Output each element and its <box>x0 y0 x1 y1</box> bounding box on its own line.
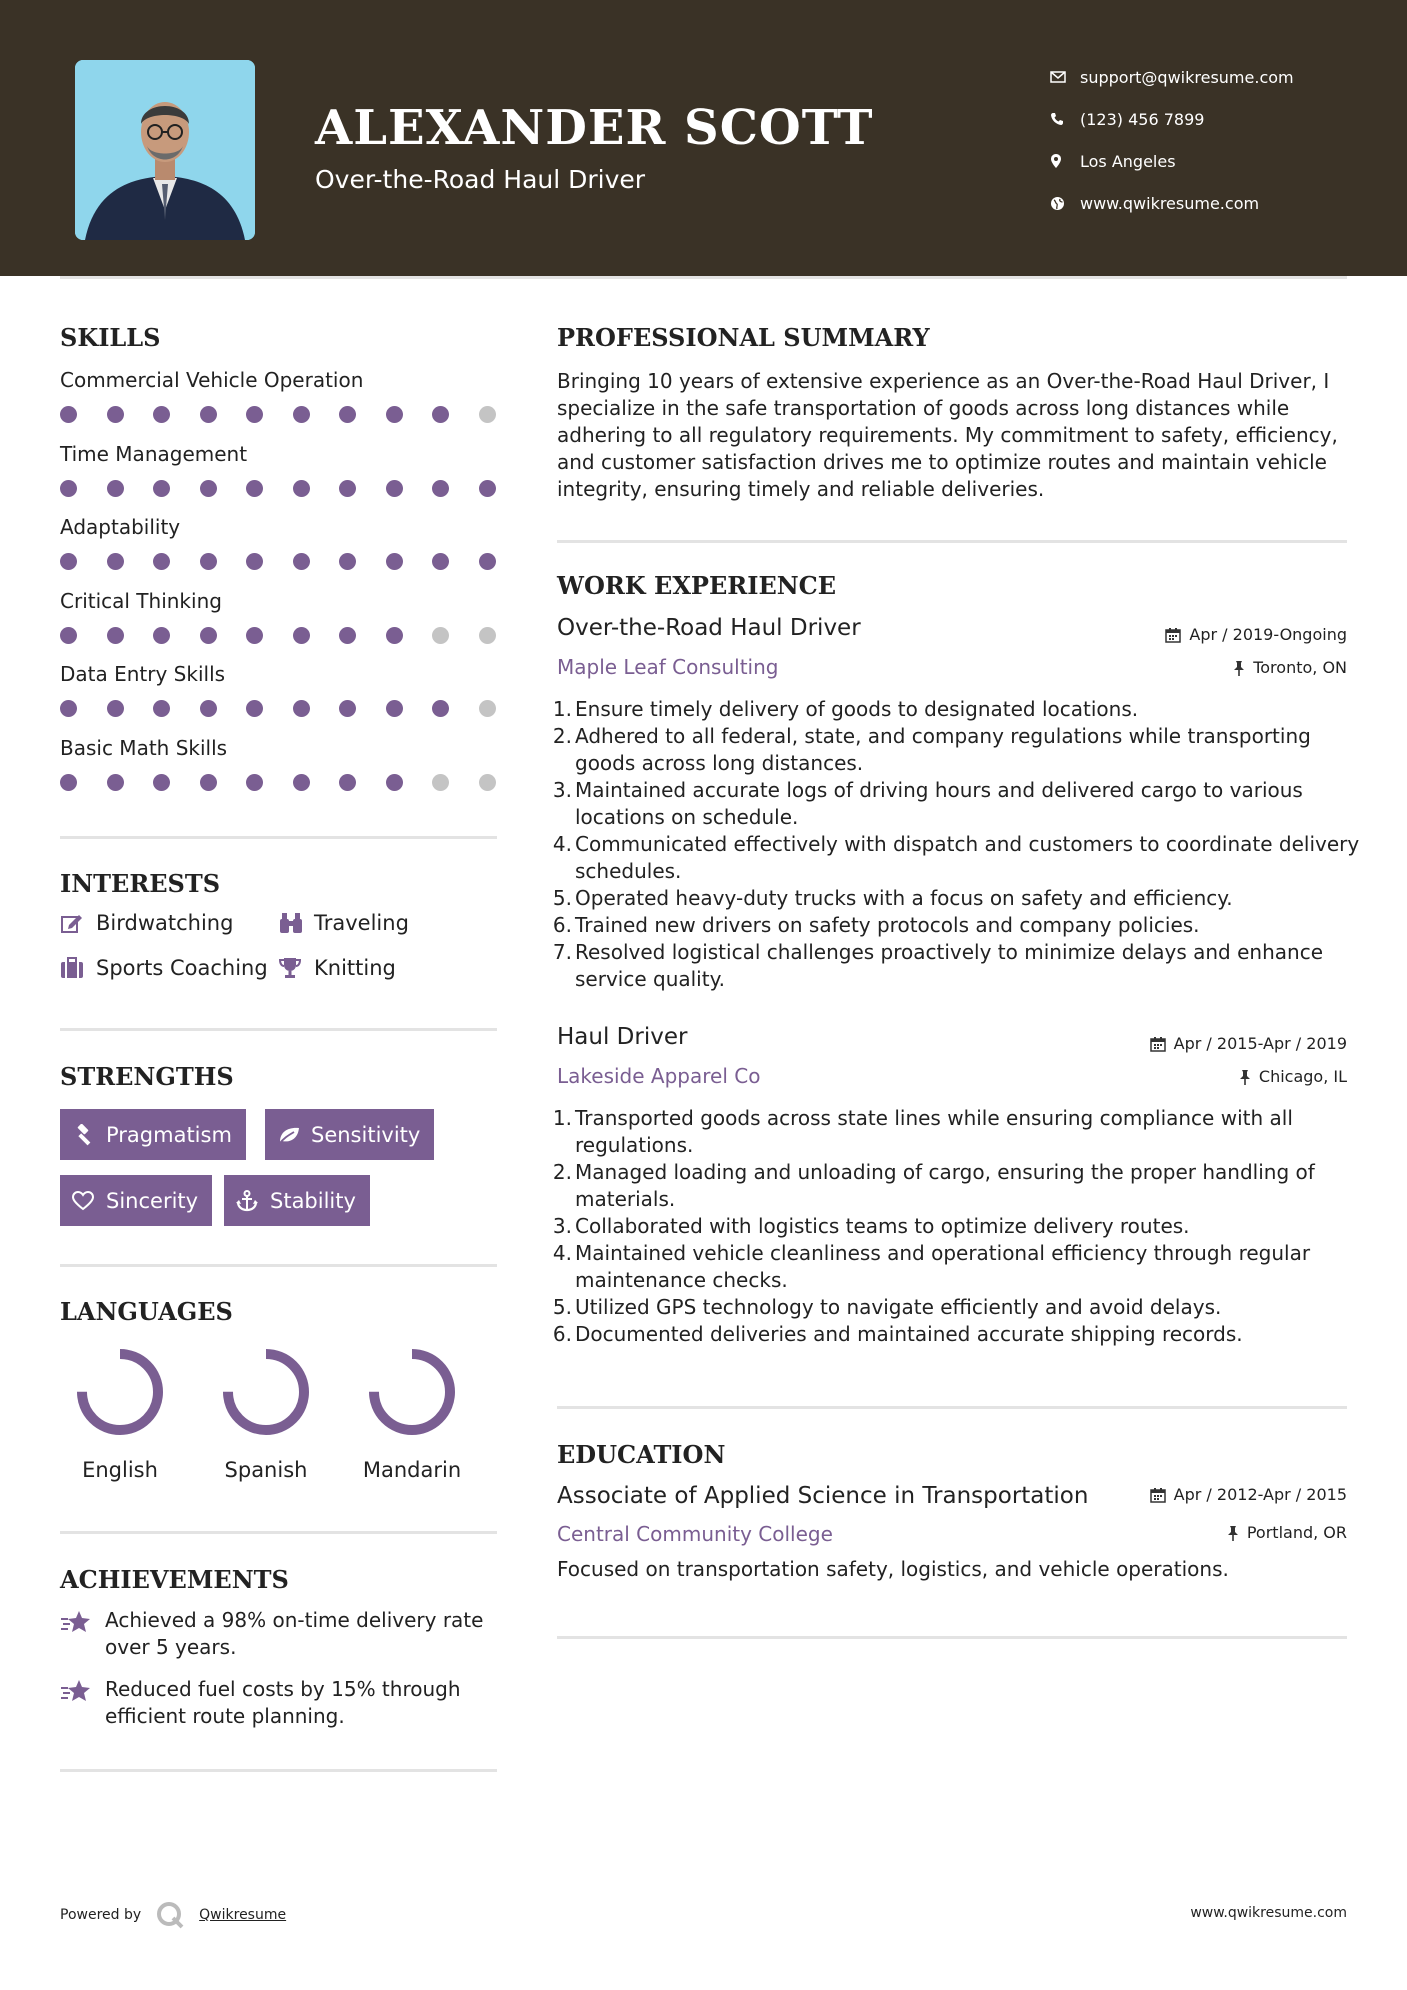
skill-dot-filled <box>432 700 449 717</box>
duty-text: Adhered to all federal, state, and company regulations while transporting goods across long distances. <box>575 724 1311 775</box>
skill-dot-empty <box>432 627 449 644</box>
skill-dot-filled <box>246 774 263 791</box>
calendar-icon <box>1150 1036 1166 1052</box>
company-name: Lakeside Apparel Co <box>557 1064 761 1088</box>
pushpin-icon <box>1233 660 1245 676</box>
duty-number: 5. <box>552 886 572 910</box>
skill-dot-filled <box>60 406 77 423</box>
skills-heading: SKILLS <box>60 323 161 352</box>
skill-dot-filled <box>386 406 403 423</box>
section-divider <box>60 1264 497 1267</box>
language-label: Mandarin <box>362 1458 462 1482</box>
skill-dot-empty <box>479 700 496 717</box>
duty-number: 5. <box>552 1295 572 1319</box>
language-gauge <box>74 1346 166 1438</box>
skill-rating <box>60 404 500 424</box>
achievements-heading: ACHIEVEMENTS <box>60 1565 289 1594</box>
duty-number: 1. <box>552 1106 572 1130</box>
skill-dot-filled <box>107 553 124 570</box>
header-divider <box>60 276 1347 279</box>
languages-heading: LANGUAGES <box>60 1297 233 1326</box>
skill-dot-filled <box>200 553 217 570</box>
skill-dot-filled <box>432 406 449 423</box>
skill-dot-filled <box>293 700 310 717</box>
footer-website-link[interactable]: www.qwikresume.com <box>1190 1905 1347 1921</box>
contact-website[interactable]: www.qwikresume.com <box>1050 182 1294 224</box>
skill-dot-filled <box>246 480 263 497</box>
skill-dot-filled <box>293 406 310 423</box>
footer-powered-by: Powered by Qwikresume <box>60 1900 286 1930</box>
duty-item <box>550 939 1360 993</box>
duty-text: Operated heavy-duty trucks with a focus on safety and efficiency. <box>575 886 1233 910</box>
strength-badge: Stability <box>224 1175 370 1226</box>
language-item <box>206 1346 326 1482</box>
duty-number: 4. <box>552 832 572 856</box>
duty-item <box>550 1159 1360 1213</box>
skill-name: Critical Thinking <box>60 589 222 613</box>
strengths-heading: STRENGTHS <box>60 1062 234 1091</box>
language-gauge <box>366 1346 458 1438</box>
language-gauge <box>220 1346 312 1438</box>
section-divider <box>60 1028 497 1031</box>
strength-badge: Sensitivity <box>265 1109 434 1160</box>
duty-number: 1. <box>552 697 572 721</box>
duty-item <box>550 831 1360 885</box>
duty-text: Maintained accurate logs of driving hours and delivered cargo to various locations on schedule. <box>575 778 1303 829</box>
job-duties <box>550 696 1360 993</box>
edit-icon <box>60 910 96 936</box>
duty-text: Resolved logistical challenges proactively to minimize delays and enhance service quality. <box>575 940 1323 991</box>
skill-dot-filled <box>246 700 263 717</box>
duty-number: 2. <box>552 1160 572 1184</box>
skill-dot-filled <box>153 553 170 570</box>
language-item <box>60 1346 180 1482</box>
skill-dot-filled <box>386 553 403 570</box>
education-description: Focused on transportation safety, logistics, and vehicle operations. <box>557 1557 1229 1581</box>
duty-text: Documented deliveries and maintained accurate shipping records. <box>575 1322 1243 1346</box>
degree-title: Associate of Applied Science in Transportation <box>557 1483 1089 1509</box>
skill-dot-filled <box>432 480 449 497</box>
achievement-text: Reduced fuel costs by 15% through efficient route planning. <box>105 1677 461 1728</box>
trophy-icon <box>278 955 314 981</box>
map-pin-icon <box>1050 151 1080 171</box>
job-dates: Apr / 2015-Apr / 2019 <box>1150 1034 1347 1053</box>
skill-name: Basic Math Skills <box>60 736 228 760</box>
skill-dot-filled <box>60 480 77 497</box>
skill-dot-filled <box>60 627 77 644</box>
skill-name: Data Entry Skills <box>60 662 226 686</box>
interest-item: Sports Coaching <box>60 955 268 981</box>
job-title: Haul Driver <box>557 1024 688 1050</box>
duty-number: 7. <box>552 940 572 964</box>
skill-dot-filled <box>479 553 496 570</box>
skill-dot-filled <box>339 700 356 717</box>
duty-item <box>550 777 1360 831</box>
gavel-icon <box>72 1124 106 1146</box>
summary-heading: PROFESSIONAL SUMMARY <box>557 323 930 352</box>
interest-item: Traveling <box>278 910 409 936</box>
skill-dot-filled <box>153 480 170 497</box>
star-icon <box>60 1676 105 1730</box>
skill-dot-filled <box>339 774 356 791</box>
duty-number: 4. <box>552 1241 572 1265</box>
star-icon <box>60 1607 105 1661</box>
achievement-text: Achieved a 98% on-time delivery rate over 5 years. <box>105 1608 484 1659</box>
skill-dot-filled <box>339 627 356 644</box>
summary-text: Bringing 10 years of extensive experience as an Over-the-Road Haul Driver, I specialize in the safe transportation of goods across long distances while adhering to all regulatory requirements. My commitment to safety, efficiency, and customer satisfaction drives me to optimize routes and maintain vehicle integrity, ensuring timely and reliable deliveries. <box>557 369 1338 501</box>
skill-dot-filled <box>432 553 449 570</box>
skill-dot-filled <box>107 700 124 717</box>
skill-dot-filled <box>107 480 124 497</box>
skill-rating <box>60 698 500 718</box>
skill-dot-filled <box>153 774 170 791</box>
language-label: English <box>82 1458 158 1482</box>
skill-rating <box>60 478 500 498</box>
duty-item <box>550 1105 1360 1159</box>
duty-item <box>550 1321 1360 1348</box>
skill-rating <box>60 772 500 792</box>
interests-heading: INTERESTS <box>60 869 221 898</box>
skill-dot-filled <box>386 700 403 717</box>
job-location: Chicago, IL <box>1239 1067 1347 1086</box>
skill-dot-filled <box>153 700 170 717</box>
calendar-icon <box>1165 627 1181 643</box>
skill-dot-filled <box>293 627 310 644</box>
duty-item <box>550 696 1360 723</box>
skill-dot-filled <box>200 480 217 497</box>
section-divider <box>60 836 497 839</box>
skill-dot-filled <box>339 553 356 570</box>
section-divider <box>60 1769 497 1772</box>
anchor-icon <box>236 1190 270 1212</box>
skill-dot-filled <box>200 700 217 717</box>
duty-text: Maintained vehicle cleanliness and operational efficiency through regular maintenance checks. <box>575 1241 1311 1292</box>
duty-text: Utilized GPS technology to navigate efficiently and avoid delays. <box>575 1295 1222 1319</box>
skill-dot-filled <box>386 480 403 497</box>
skill-dot-empty <box>479 406 496 423</box>
job-duties <box>550 1105 1360 1348</box>
language-item <box>352 1346 472 1482</box>
section-divider <box>60 1531 497 1534</box>
achievement-item <box>60 1607 500 1661</box>
job-location: Toronto, ON <box>1233 658 1347 677</box>
skill-dot-filled <box>60 774 77 791</box>
candidate-name: ALEXANDER SCOTT <box>315 100 874 156</box>
skill-dot-filled <box>200 774 217 791</box>
interest-item: Birdwatching <box>60 910 233 936</box>
section-divider <box>557 1406 1347 1409</box>
duty-item <box>550 885 1360 912</box>
duty-text: Collaborated with logistics teams to optimize delivery routes. <box>575 1214 1190 1238</box>
skill-dot-filled <box>246 406 263 423</box>
skill-dot-filled <box>107 627 124 644</box>
skill-name: Time Management <box>60 442 248 466</box>
duty-number: 3. <box>552 1214 572 1238</box>
language-label: Spanish <box>224 1458 308 1482</box>
job-title: Over-the-Road Haul Driver <box>557 615 861 641</box>
heart-icon <box>72 1191 106 1211</box>
duty-number: 6. <box>552 1322 572 1346</box>
skill-dot-filled <box>246 627 263 644</box>
interest-item: Knitting <box>278 955 396 981</box>
duty-item <box>550 1213 1360 1240</box>
qwikresume-link[interactable]: Qwikresume <box>199 1907 287 1923</box>
skill-dot-filled <box>339 480 356 497</box>
contact-email[interactable]: support@qwikresume.com <box>1050 56 1294 98</box>
skill-dot-filled <box>153 406 170 423</box>
duty-number: 3. <box>552 778 572 802</box>
skill-dot-empty <box>479 627 496 644</box>
education-location: Portland, OR <box>1227 1523 1347 1542</box>
skill-name: Adaptability <box>60 515 181 539</box>
duty-number: 2. <box>552 724 572 748</box>
skill-dot-filled <box>386 774 403 791</box>
duty-item <box>550 723 1360 777</box>
envelope-icon <box>1050 67 1080 87</box>
section-divider <box>557 1636 1347 1639</box>
duty-item <box>550 912 1360 939</box>
skill-rating <box>60 625 500 645</box>
globe-icon <box>1050 193 1080 213</box>
skill-dot-filled <box>386 627 403 644</box>
skill-dot-filled <box>107 774 124 791</box>
qwikresume-logo-icon <box>155 1900 185 1930</box>
education-heading: EDUCATION <box>557 1440 726 1469</box>
duty-text: Transported goods across state lines while ensuring compliance with all regulations. <box>575 1106 1293 1157</box>
skill-dot-filled <box>479 480 496 497</box>
skill-name: Commercial Vehicle Operation <box>60 368 364 392</box>
candidate-title: Over-the-Road Haul Driver <box>315 165 646 194</box>
contact-info <box>1050 56 1294 224</box>
duty-text: Ensure timely delivery of goods to designated locations. <box>575 697 1139 721</box>
skill-dot-filled <box>246 553 263 570</box>
skill-dot-filled <box>339 406 356 423</box>
strength-badge: Pragmatism <box>60 1109 246 1160</box>
binoculars-icon <box>278 910 314 936</box>
skill-dot-empty <box>479 774 496 791</box>
skill-dot-filled <box>60 700 77 717</box>
education-dates: Apr / 2012-Apr / 2015 <box>1150 1485 1347 1504</box>
skill-dot-filled <box>293 480 310 497</box>
skill-dot-filled <box>153 627 170 644</box>
skill-dot-filled <box>107 406 124 423</box>
resume-header <box>0 0 1407 276</box>
duty-text: Communicated effectively with dispatch and customers to coordinate delivery schedules. <box>575 832 1360 883</box>
calendar-icon <box>1150 1487 1166 1503</box>
profile-photo <box>75 60 255 240</box>
skill-dot-filled <box>200 627 217 644</box>
duty-text: Trained new drivers on safety protocols and company policies. <box>575 913 1200 937</box>
contact-location: Los Angeles <box>1050 140 1294 182</box>
skill-dot-filled <box>293 553 310 570</box>
skill-dot-filled <box>293 774 310 791</box>
duty-item <box>550 1294 1360 1321</box>
duty-item <box>550 1240 1360 1294</box>
skill-rating <box>60 551 500 571</box>
pushpin-icon <box>1227 1525 1239 1541</box>
contact-phone[interactable]: (123) 456 7899 <box>1050 98 1294 140</box>
pushpin-icon <box>1239 1069 1251 1085</box>
experience-heading: WORK EXPERIENCE <box>557 571 837 600</box>
duty-text: Managed loading and unloading of cargo, ensuring the proper handling of materials. <box>575 1160 1315 1211</box>
duty-number: 6. <box>552 913 572 937</box>
skill-dot-filled <box>60 553 77 570</box>
leaf-icon <box>277 1125 311 1145</box>
strength-badge: Sincerity <box>60 1175 212 1226</box>
section-divider <box>557 540 1347 543</box>
achievement-item <box>60 1676 500 1730</box>
company-name: Maple Leaf Consulting <box>557 655 779 679</box>
school-name: Central Community College <box>557 1522 833 1546</box>
phone-icon <box>1050 109 1080 129</box>
skill-dot-empty <box>432 774 449 791</box>
skill-dot-filled <box>200 406 217 423</box>
suitcase-icon <box>60 955 96 981</box>
job-dates: Apr / 2019-Ongoing <box>1165 625 1347 644</box>
